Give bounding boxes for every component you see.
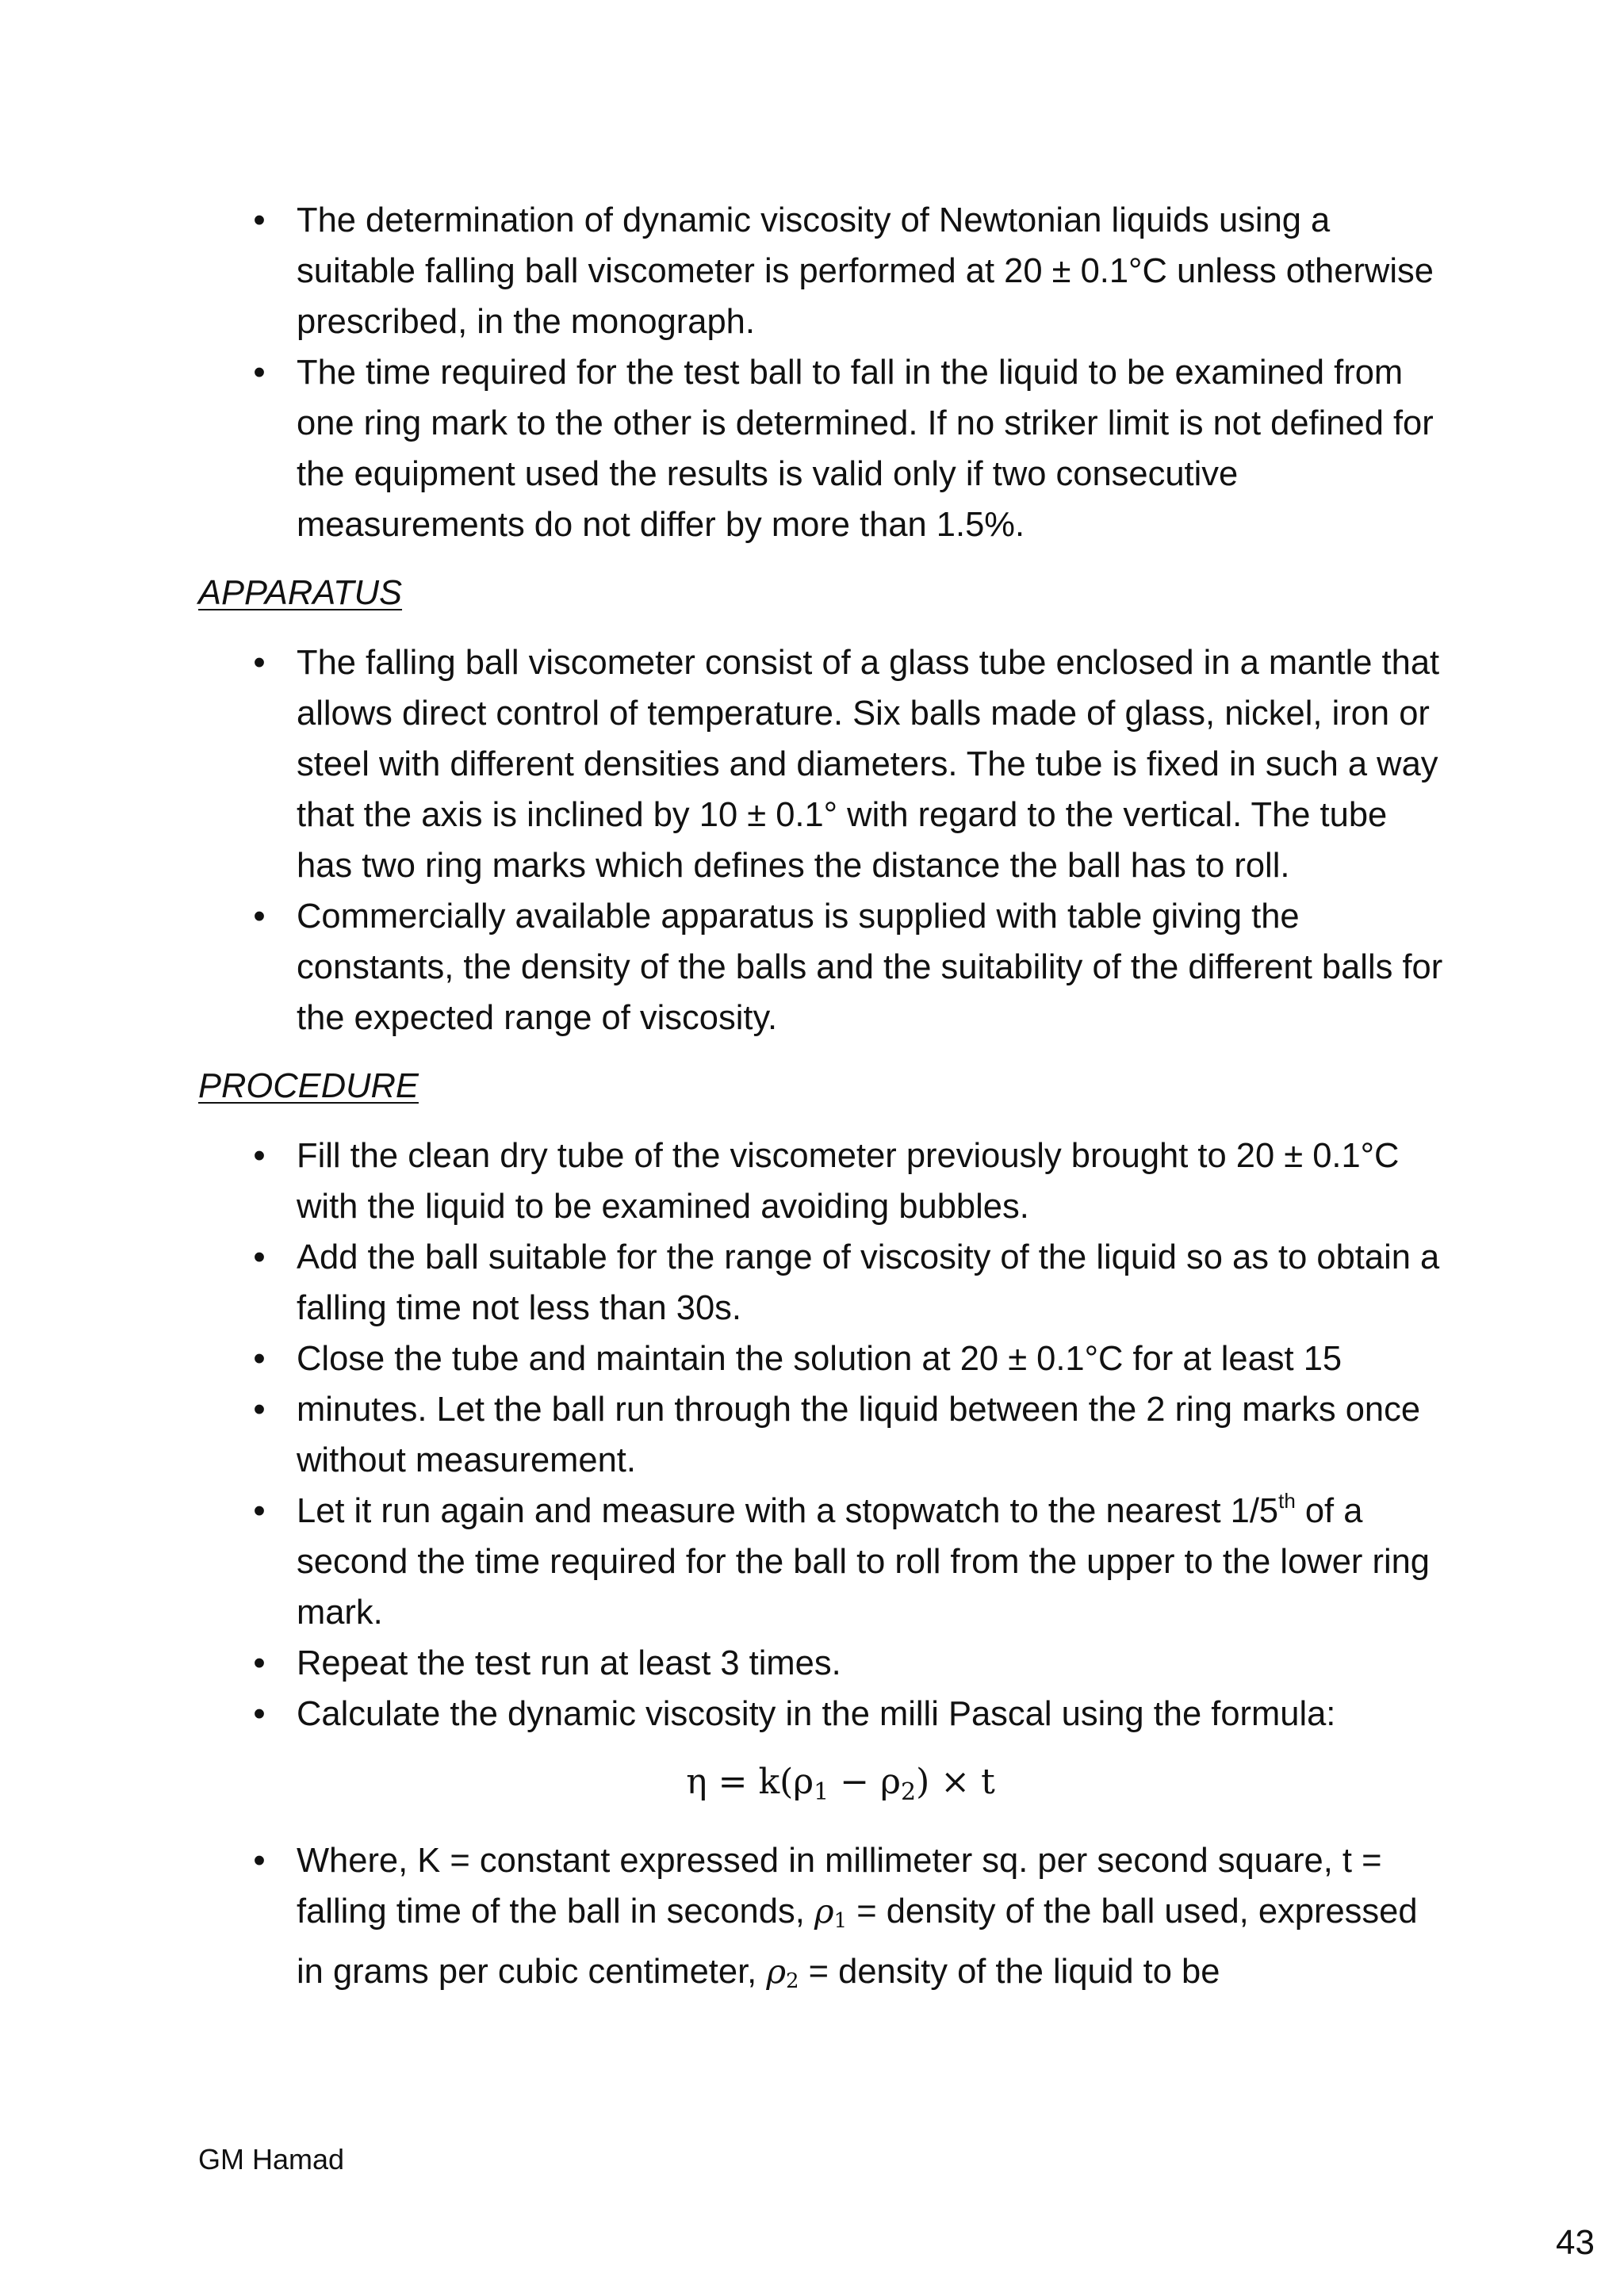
list-item-text: Calculate the dynamic viscosity in the milli Pascal using the formula: [297,1695,1336,1733]
subscript: 1 [833,1909,848,1933]
footer-author: GM Hamad [198,2143,345,2175]
list-item-text [297,1489,1431,1632]
intro-list [198,195,1451,550]
list-item [198,1835,1451,2007]
bullet-icon: • [253,644,266,682]
list-item-text: The time required for the test ball to fall in the liquid to be examined from one ring mark to the other is determined. If no striker limit is not defined for the equipment used the results is valid only if two consecutive measurements do not differ by more than 1.5%. [297,354,1434,544]
list-item-text: The falling ball viscometer consist of a glass tube enclosed in a mantle that allows direct control of temperature. Six balls made of glass, nickel, iron or steel with different densities and diameters. The tube is fixed in such a way that the axis is inclined by 10 ± 0.1° with regard to the vertical. The tube has two ring marks which defines the distance the ball has to roll. [297,644,1440,885]
symbol: ρ [814,1892,834,1931]
list-item [198,1334,1451,1384]
list-item [198,1689,1451,1739]
page-number: 43 [1556,2223,1595,2262]
list-item-text: Fill the clean dry tube of the viscometer previously brought to 20 ± 0.1°C with the liquid to be examined avoiding bubbles. [297,1137,1400,1226]
list-item [198,1638,1451,1689]
list-item-text: Close the tube and maintain the solution at 20 ± 0.1°C for at least 15 [297,1340,1342,1378]
list-item [198,891,1451,1043]
list-item-text: Commercially available apparatus is supplied with table giving the constants, the density of the balls and the suitability of the different balls for the expected range of viscosity. [297,897,1443,1037]
superscript: th [1278,1489,1296,1513]
procedure-heading: PROCEDURE [198,1067,419,1105]
list-item [198,1384,1451,1486]
formula-part: − ρ [829,1762,901,1802]
formula-subscript: 2 [900,1778,917,1806]
bullet-icon: • [253,1492,266,1530]
list-item-text: Repeat the test run at least 3 times. [297,1644,841,1682]
apparatus-heading: APPARATUS [198,574,403,612]
list-item [198,347,1451,550]
text-run: = density of the liquid to be [799,1953,1220,1991]
symbol: ρ [766,1952,787,1991]
list-item [198,1232,1451,1334]
bullet-icon: • [253,1695,266,1733]
formula-part: η = k(ρ [686,1762,814,1802]
bullet-icon: • [253,201,266,239]
bullet-icon: • [253,1137,266,1175]
text-run: of a second the time required for the ball to roll from the upper to the lower ring mark. [297,1492,1431,1632]
bullet-icon: • [253,1842,266,1880]
list-item [198,1486,1451,1638]
bullet-icon: • [253,354,266,392]
bullet-icon: • [253,897,266,936]
page-content [198,195,1451,2007]
list-item [198,195,1451,347]
list-item-text: minutes. Let the ball run through the liquid between the 2 ring marks once without measurement. [297,1391,1421,1479]
bullet-icon: • [253,1238,266,1276]
subscript: 2 [786,1969,799,1993]
bullet-icon: • [253,1340,266,1378]
list-item-text: Add the ball suitable for the range of viscosity of the liquid so as to obtain a falling time not less than 30s. [297,1238,1440,1327]
list-item-text: The determination of dynamic viscosity of Newtonian liquids using a suitable falling ball viscometer is performed at 20 ± 0.1°C unless otherwise prescribed, in the monograph. [297,201,1434,341]
procedure-list [198,1131,1451,1739]
rho-symbol [766,1952,799,1991]
text-run: Where, K = constant expressed in millimeter sq. per second square, t = falling time of the ball in seconds, [297,1842,1382,1931]
formula-part: ) × t [916,1762,995,1802]
rho-symbol [814,1892,847,1931]
text-run: = density of the ball used, expressed in grams per cubic centimeter, [297,1892,1418,1991]
viscosity-formula [198,1757,1451,1818]
definitions-list [198,1835,1451,2007]
list-item [198,1131,1451,1232]
list-item-text [297,1842,1418,1991]
apparatus-list [198,637,1451,1043]
bullet-icon: • [253,1644,266,1682]
bullet-icon: • [253,1391,266,1429]
formula-subscript: 1 [814,1778,829,1806]
list-item [198,637,1451,891]
text-run: Let it run again and measure with a stopwatch to the nearest 1/5 [297,1492,1279,1530]
